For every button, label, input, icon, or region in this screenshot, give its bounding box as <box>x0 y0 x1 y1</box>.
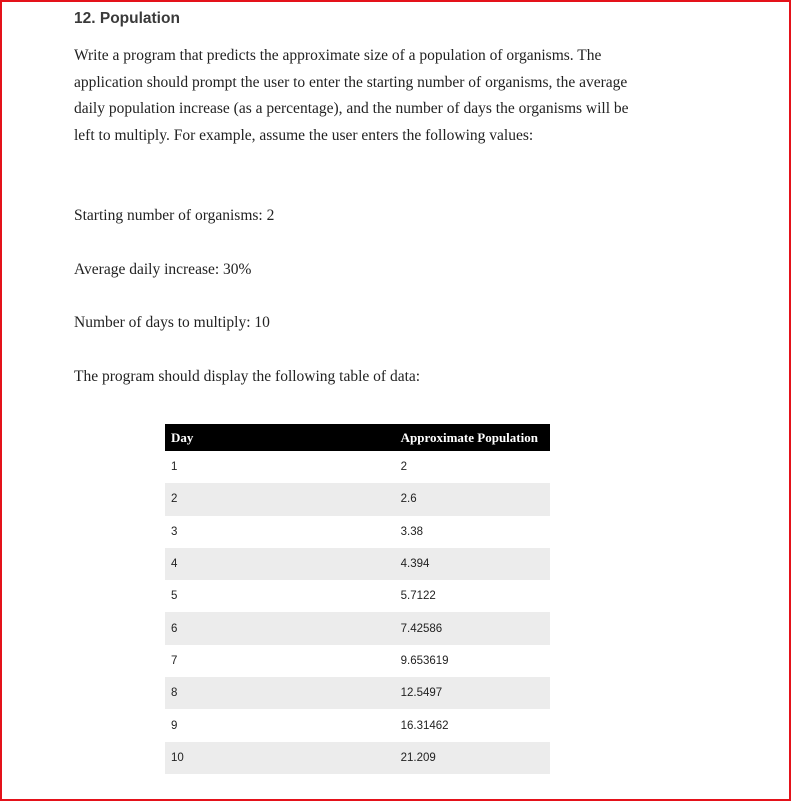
section-heading: 12. Population <box>74 10 180 27</box>
intro-paragraph: Write a program that predicts the approximate size of a population of organisms. The application should prompt the user to enter the starting number of organisms, the average daily population increase (as a percentage), and the number of days the organisms will be left to multiply. For example, assume the user enters the following values: <box>74 47 629 144</box>
table-row <box>165 580 550 612</box>
table-row <box>165 677 550 709</box>
population-cell: 9.653619 <box>400 654 449 667</box>
table-row <box>165 742 550 774</box>
population-cell: 16.31462 <box>400 719 449 732</box>
population-cell: 4.394 <box>201 548 550 580</box>
population-cell: 7.42586 <box>201 612 550 644</box>
table-row <box>165 612 550 644</box>
day-cell: 4 <box>165 548 201 580</box>
day-cell: 10 <box>165 742 201 774</box>
population-cell: 12.5497 <box>201 677 550 709</box>
header-approx-population: Approximate Population <box>201 424 550 451</box>
day-cell: 8 <box>165 677 201 709</box>
population-cell: 5.7122 <box>400 590 436 603</box>
day-cell: 3 <box>171 525 178 538</box>
table-row <box>165 516 550 548</box>
header-day: Day <box>165 424 201 451</box>
population-cell: 2 <box>400 461 408 474</box>
table-intro: The program should display the following table of data: <box>74 368 421 385</box>
table-row <box>165 451 550 483</box>
day-cell: 1 <box>171 461 178 474</box>
day-cell: 7 <box>171 654 178 667</box>
day-cell: 6 <box>165 612 201 644</box>
day-cell: 9 <box>171 719 178 732</box>
table-row <box>165 548 550 580</box>
table-row <box>165 645 550 677</box>
table-row <box>165 483 550 515</box>
population-cell: 21.209 <box>201 742 550 774</box>
table-row <box>165 709 550 741</box>
table-header-row <box>165 424 550 451</box>
day-cell: 2 <box>165 483 201 515</box>
population-cell: 2.6 <box>201 483 550 515</box>
input-days-to-multiply: Number of days to multiply: 10 <box>74 314 270 331</box>
population-table <box>165 424 550 774</box>
input-starting-organisms: Starting number of organisms: 2 <box>74 207 275 224</box>
input-daily-increase: Average daily increase: 30% <box>74 261 252 278</box>
population-cell: 3.38 <box>400 525 423 538</box>
day-cell: 5 <box>171 590 178 603</box>
